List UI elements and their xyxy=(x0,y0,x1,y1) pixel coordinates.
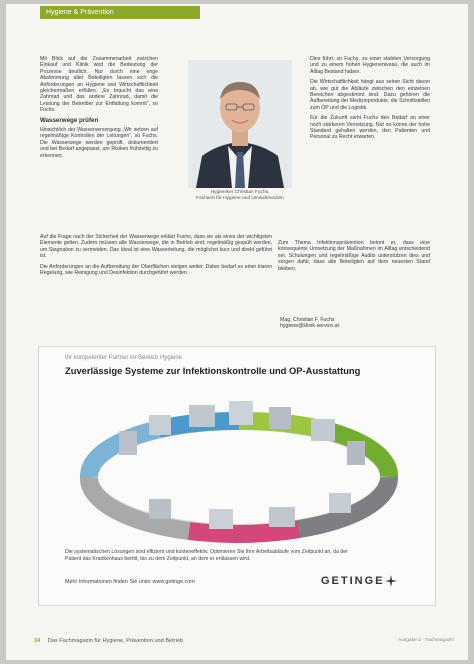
caption-line: Hygieniker Christian Fuchs, xyxy=(210,190,270,195)
page-number: 34 xyxy=(34,638,41,644)
paragraph: Für die Zukunft sieht Fuchs den Bedarf an einer noch stärkeren Vernetzung. Nur so könne der hohe Standard gehalten werden, den Patienten und Personal zu Recht erwarten. xyxy=(310,115,430,141)
advertisement xyxy=(38,346,436,606)
paragraph: Hinsichtlich der Wasserversorgung „Wir setzen auf regelmäßige Kontrollen der Leitungen“, so Fuchs. Die Wasserwege werden geprüft, dokumentiert und bei Bedarf angepasst, um Risiken frühzeitig zu erkennen. xyxy=(40,127,158,159)
author-name: Mag. Christian F. Fuchs xyxy=(280,317,335,323)
section-tag: Hygiene & Prävention xyxy=(40,6,200,19)
author-signature xyxy=(280,317,430,330)
ad-body-text: Die systematischen Lösungen sind effizient und kosteneffektiv. Optimieren Sie Ihre Arbeitsabläufe vom Zeitpunkt an, da der Patient das Krankenhaus betritt, bis zu dem Zeitpunkt, an dem er entlassen wird. xyxy=(65,549,348,562)
article-column-right xyxy=(278,240,430,272)
ad-illustration xyxy=(79,381,399,547)
article-column-3 xyxy=(310,56,430,145)
article-column-2 xyxy=(40,234,270,280)
author-contact: hygiene@klinik-service.at xyxy=(280,323,339,330)
getinge-star-icon xyxy=(385,575,397,587)
portrait-photo xyxy=(188,60,292,188)
subheading: Wasserwege prüfen xyxy=(40,116,99,124)
paragraph: Auf die Frage nach der Sicherheit der Wasserwege erklärt Fuchs, dass sie als eines der wichtigsten Elemente gelten. Zudem müssen alle Wasserwege, die in Betrieb sind, regelmäßig gespült werden, um Stagnation zu vermeiden. Das Ideal ist eine Wasserleitung, die möglichst kurz und direkt geführt ist. xyxy=(40,234,272,260)
ad-title: Zuverlässige Systeme zur Infektionskontrolle und OP-Ausstattung xyxy=(65,365,361,376)
article-column-1 xyxy=(40,56,158,163)
paragraph: Zum Thema Infektionsprävention betont er, dass eine konsequente Umsetzung der Maßnahmen im Alltag entscheidend sei. Schulungen und regelmäßige Audits unterstützen dies und sorgen dafür, dass alle Beteiligten auf dem neuesten Stand bleiben. xyxy=(278,240,430,272)
magazine-page xyxy=(6,4,468,660)
paragraph: Die Wirtschaftlichkeit hängt aus seiner Sicht davon ab, wie gut die Abläufe zwischen den einzelnen Bereichen abgestimmt sind. Dazu gehören die Aufbereitung der Medizinprodukte, die Schnittstellen zum OP und die Logistik. xyxy=(310,79,430,111)
photo-caption xyxy=(176,190,304,202)
paragraph: Mit Blick auf die Zusammenarbeit zwischen Einkauf und Klinik wird die Bedeutung der Prozesse deutlich. Nur durch eine enge Abstimmung aller Beteiligten lassen sich die Anforderungen an Hygiene und Wirtschaftlichkeit gleichermaßen erfüllen. „Es braucht das eine Zahnrad und das andere Zahnrad, damit die Leistung der Betreiber zur Entfaltung kommt“, so Fuchs. xyxy=(40,56,158,114)
ad-link[interactable]: Mehr Informationen finden Sie unter www.getinge.com xyxy=(65,579,195,585)
magazine-title: Das Fachmagazin für Hygiene, Prävention und Betrieb xyxy=(47,638,184,644)
paragraph: Die Anforderungen an die Aufbereitung der Oberflächen steigen weiter. Daher bedarf es einer klaren Regelung, wie Reinigung und Desinfektion durchgeführt werden. xyxy=(40,263,272,277)
portrait-illustration xyxy=(188,60,292,188)
page-footer xyxy=(34,638,454,644)
getinge-logo: GETINGE xyxy=(321,575,385,587)
ad-pretitle: Ihr kompetenter Partner im Bereich Hygiene xyxy=(65,355,183,361)
caption-line: Facharzt für Hygiene und Umweltmedizin xyxy=(196,196,284,201)
paragraph: Dies führt, so Fuchs, zu einer stabilen Versorgung und zu einem hohen Hygieneniveau, die auch im Alltag Bestand haben. xyxy=(310,56,430,75)
issue-info: Ausgabe 2 · Fachmagazin xyxy=(398,638,454,643)
